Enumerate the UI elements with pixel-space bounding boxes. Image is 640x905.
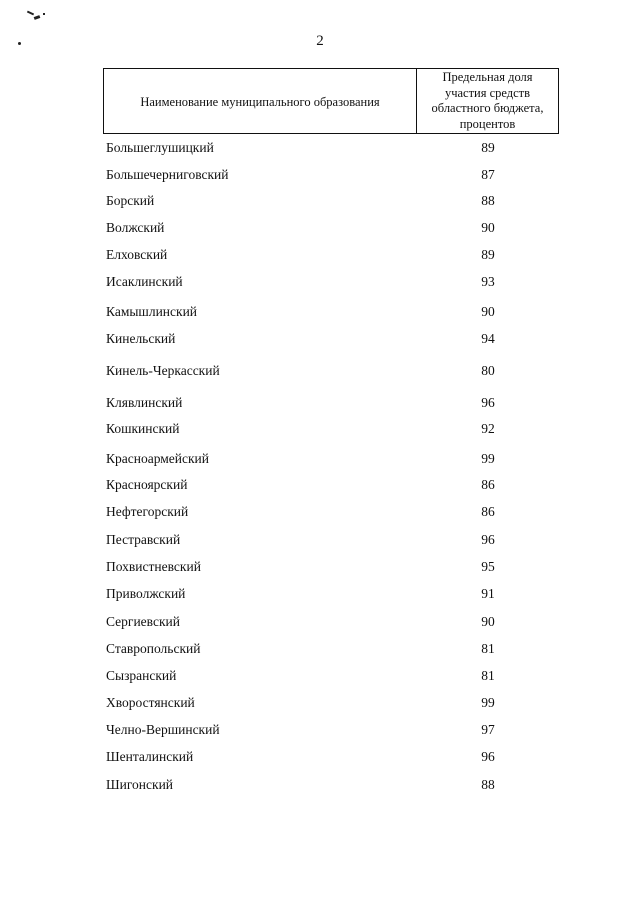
row-municipality-name: Хворостянский [106, 695, 195, 710]
row-municipality-name: Челно-Вершинский [106, 722, 220, 737]
table-row [0, 220, 640, 238]
table-row [0, 504, 640, 522]
table-row [0, 247, 640, 265]
header-share-line: участия средств [444, 85, 531, 100]
header-share-line: процентов [459, 116, 516, 131]
row-municipality-name: Большеглушицкий [106, 140, 214, 155]
row-budget-share: 86 [481, 477, 495, 492]
row-budget-share: 95 [481, 559, 495, 574]
row-budget-share: 87 [481, 167, 495, 182]
row-municipality-name: Борский [106, 193, 155, 208]
row-municipality-name: Сергиевский [106, 614, 180, 629]
row-budget-share: 81 [481, 668, 495, 683]
page-number: 2 [316, 33, 324, 49]
row-municipality-name: Камышлинский [106, 304, 198, 319]
row-municipality-name: Кинельский [106, 331, 176, 346]
table-row [0, 421, 640, 439]
header-municipality-name: Наименование муниципального образования [104, 69, 417, 133]
table-row [0, 477, 640, 495]
table-row [0, 451, 640, 469]
table-row [0, 193, 640, 211]
row-budget-share: 91 [481, 586, 495, 601]
table-row [0, 695, 640, 713]
row-municipality-name: Приволжский [106, 586, 186, 601]
row-municipality-name: Кинель-Черкасский [106, 363, 220, 378]
row-municipality-name: Клявлинский [106, 395, 183, 410]
table-row [0, 668, 640, 686]
row-municipality-name: Похвистневский [106, 559, 201, 574]
table-row [0, 777, 640, 795]
row-municipality-name: Шенталинский [106, 749, 194, 764]
table-row [0, 641, 640, 659]
row-municipality-name: Нефтегорский [106, 504, 189, 519]
table-row [0, 532, 640, 550]
row-budget-share: 96 [481, 532, 495, 547]
row-budget-share: 81 [481, 641, 495, 656]
row-budget-share: 97 [481, 722, 495, 737]
row-budget-share: 90 [481, 304, 495, 319]
table-row [0, 614, 640, 632]
row-budget-share: 88 [481, 777, 495, 792]
row-municipality-name: Волжский [106, 220, 165, 235]
row-municipality-name: Исаклинский [106, 274, 183, 289]
row-municipality-name: Пестравский [106, 532, 181, 547]
row-budget-share: 80 [481, 363, 495, 378]
row-budget-share: 99 [481, 695, 495, 710]
row-municipality-name: Ставропольский [106, 641, 201, 656]
row-municipality-name: Большечерниговский [106, 167, 229, 182]
row-budget-share: 99 [481, 451, 495, 466]
row-municipality-name: Красноярский [106, 477, 188, 492]
row-budget-share: 88 [481, 193, 495, 208]
row-municipality-name: Сызранский [106, 668, 177, 683]
row-budget-share: 89 [481, 247, 495, 262]
row-budget-share: 96 [481, 749, 495, 764]
table-row [0, 559, 640, 577]
table-row [0, 304, 640, 322]
table-row [0, 167, 640, 185]
row-budget-share: 96 [481, 395, 495, 410]
table-row [0, 140, 640, 158]
row-budget-share: 86 [481, 504, 495, 519]
header-share-line: областного бюджета, [431, 101, 544, 115]
header-share-line: Предельная доля [442, 70, 533, 84]
row-municipality-name: Кошкинский [106, 421, 180, 436]
table-row [0, 395, 640, 413]
table-row [0, 331, 640, 349]
row-budget-share: 92 [481, 421, 495, 436]
table-row [0, 586, 640, 604]
table-row [0, 749, 640, 767]
table-row [0, 274, 640, 292]
row-municipality-name: Шигонский [106, 777, 174, 792]
row-budget-share: 94 [481, 331, 495, 346]
row-municipality-name: Елховский [106, 247, 168, 262]
row-budget-share: 89 [481, 140, 495, 155]
row-municipality-name: Красноармейский [106, 451, 210, 466]
table-row [0, 363, 640, 381]
row-budget-share: 93 [481, 274, 495, 289]
row-budget-share: 90 [481, 220, 495, 235]
table-row [0, 722, 640, 740]
row-budget-share: 90 [481, 614, 495, 629]
